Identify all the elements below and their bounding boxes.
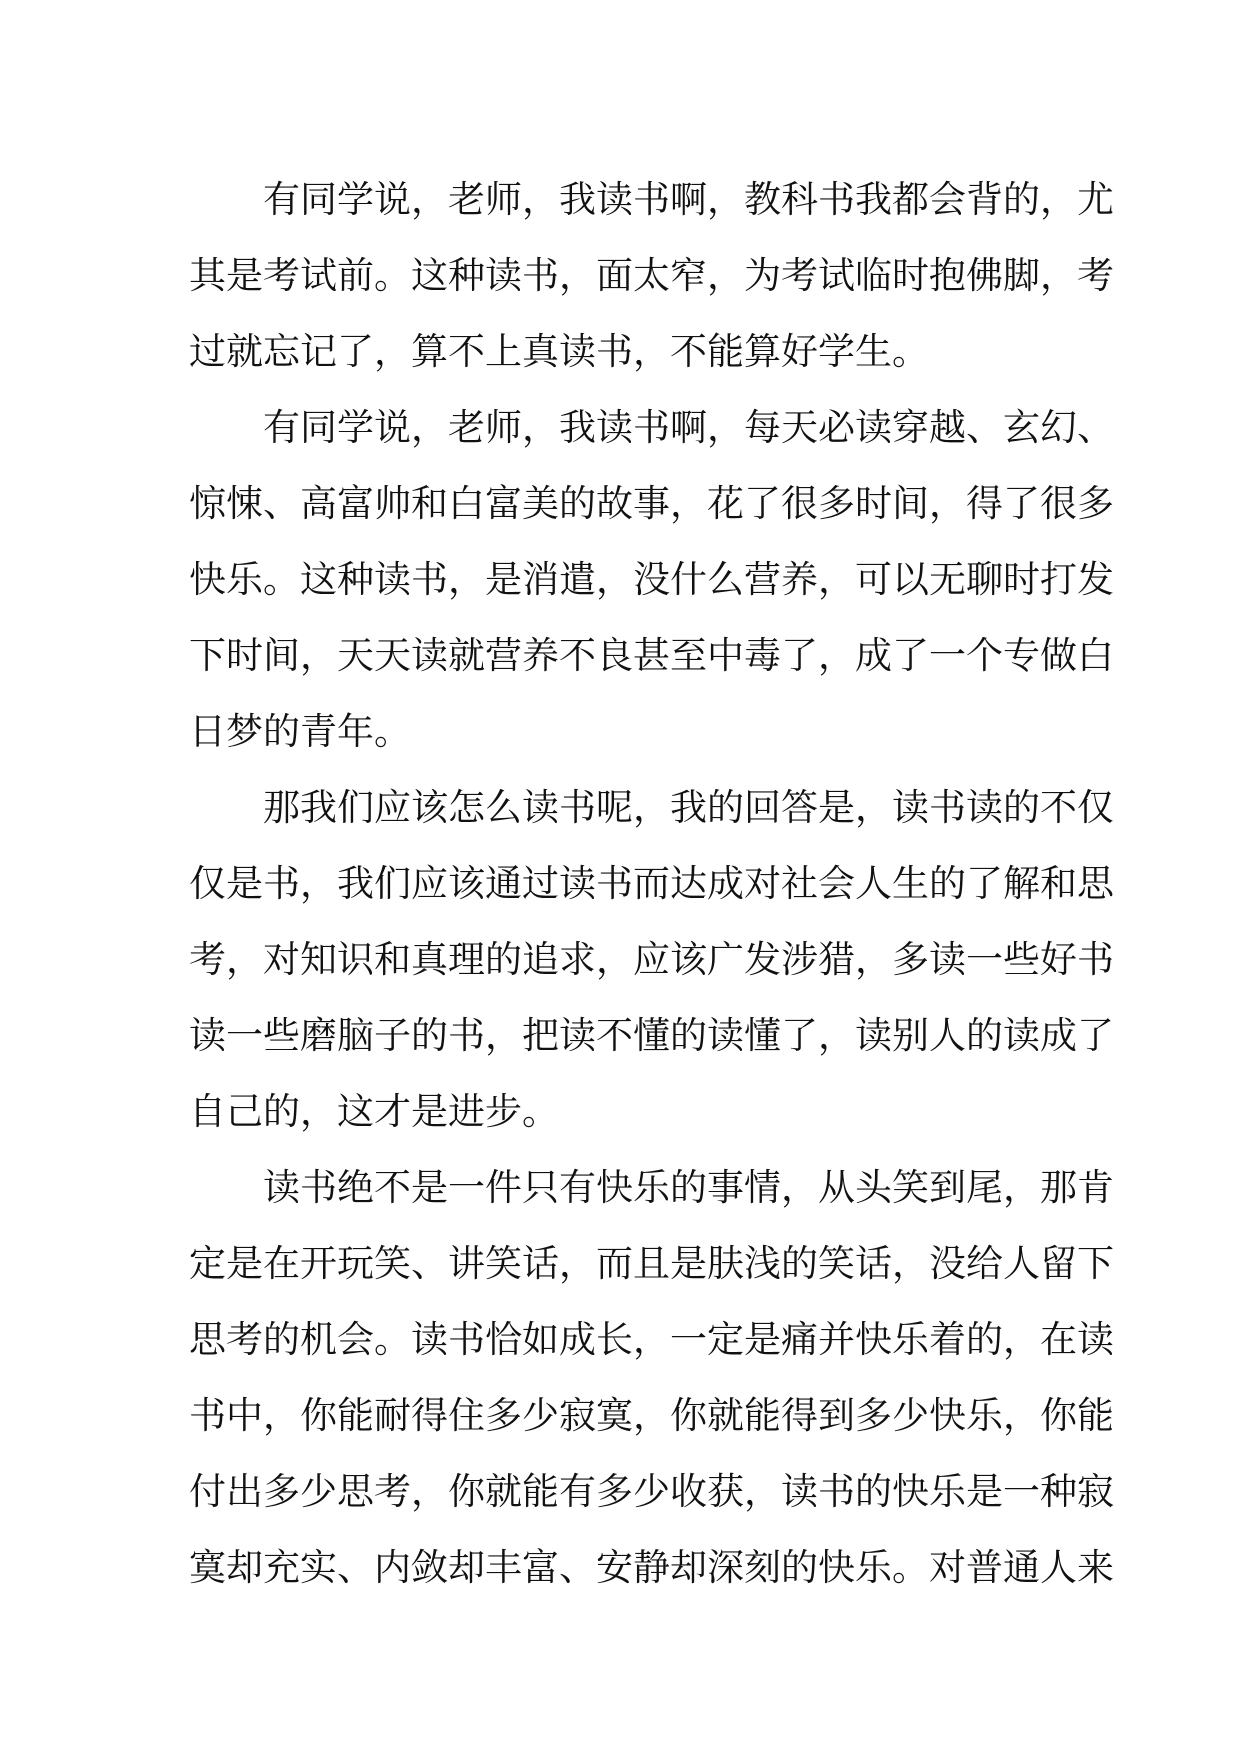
paragraph-2-line-4: 下时间，天天读就营养不良甚至中毒了，成了一个专做白 [189, 634, 1114, 677]
paragraph-4-line-6: 寞却充实、内敛却丰富、安静却深刻的快乐。对普通人来 [189, 1546, 1114, 1589]
paragraph-3-line-5: 自己的，这才是进步。 [189, 1090, 559, 1133]
paragraph-4-line-2: 定是在开玩笑、讲笑话，而且是肤浅的笑话，没给人留下 [189, 1242, 1114, 1285]
paragraph-4-line-5: 付出多少思考，你就能有多少收获，读书的快乐是一种寂 [189, 1470, 1114, 1513]
paragraph-2-line-1: 有同学说，老师，我读书啊，每天必读穿越、玄幻、 [263, 406, 1114, 449]
paragraph-4-line-1: 读书绝不是一件只有快乐的事情，从头笑到尾，那肯 [263, 1166, 1114, 1209]
paragraph-1-line-1: 有同学说，老师，我读书啊，教科书我都会背的，尤 [263, 178, 1114, 221]
paragraph-3-line-4: 读一些磨脑子的书，把读不懂的读懂了，读别人的读成了 [189, 1014, 1114, 1057]
document-body [189, 162, 1114, 1606]
paragraph-4-line-4: 书中，你能耐得住多少寂寞，你就能得到多少快乐，你能 [189, 1394, 1114, 1437]
paragraph-2-line-5: 日梦的青年。 [189, 710, 411, 753]
paragraph-3-line-3: 考，对知识和真理的追求，应该广发涉猎，多读一些好书 [189, 938, 1114, 981]
paragraph-3-line-1: 那我们应该怎么读书呢，我的回答是，读书读的不仅 [263, 786, 1114, 829]
paragraph-2-line-2: 惊悚、高富帅和白富美的故事，花了很多时间，得了很多 [189, 482, 1114, 525]
paragraph-2-line-3: 快乐。这种读书，是消遣，没什么营养，可以无聊时打发 [189, 558, 1114, 601]
paragraph-4-line-3: 思考的机会。读书恰如成长，一定是痛并快乐着的，在读 [189, 1318, 1114, 1361]
paragraph-3-line-2: 仅是书，我们应该通过读书而达成对社会人生的了解和思 [189, 862, 1114, 905]
paragraph-1-line-3: 过就忘记了，算不上真读书，不能算好学生。 [189, 330, 929, 373]
paragraph-1-line-2: 其是考试前。这种读书，面太窄，为考试临时抱佛脚，考 [189, 254, 1114, 297]
